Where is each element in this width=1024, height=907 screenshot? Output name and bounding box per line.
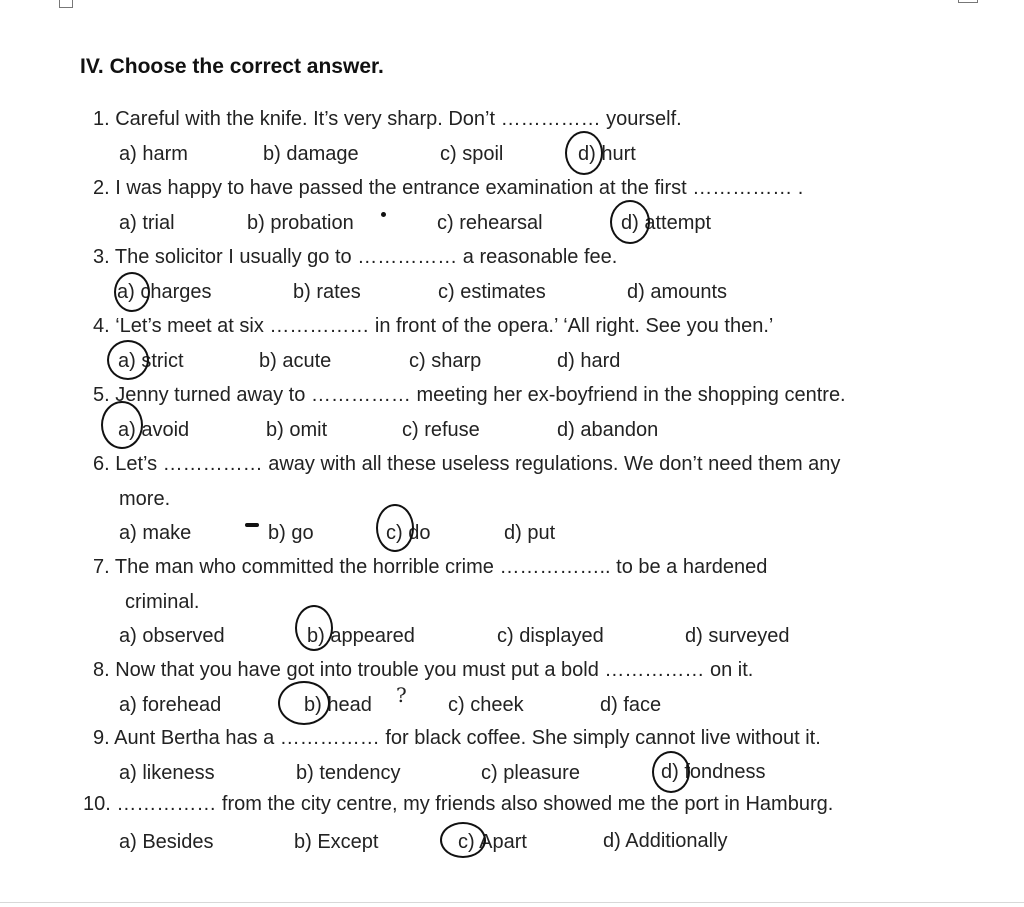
option-10b: b) Except — [294, 831, 379, 853]
question-7-continued: criminal. — [125, 591, 200, 613]
answer-circle-7 — [295, 605, 333, 651]
answer-circle-2 — [610, 200, 650, 244]
answer-circle-6 — [376, 504, 414, 552]
option-9a: a) likeness — [119, 762, 215, 784]
question-10: 10. …………… from the city centre, my friends also showed me the port in Hamburg. — [83, 793, 834, 815]
checkbox-icon — [59, 0, 73, 8]
ink-dot — [381, 212, 386, 217]
scroll-corner-icon — [958, 0, 978, 3]
answer-circle-4 — [107, 340, 149, 380]
answer-circle-1 — [565, 131, 603, 175]
option-9d: d) fondness — [661, 761, 766, 783]
answer-circle-8 — [278, 681, 330, 725]
option-4c: c) sharp — [409, 350, 482, 372]
option-1b: b) damage — [263, 143, 359, 165]
option-3d: d) amounts — [627, 281, 728, 303]
cut-off-previous-line — [0, 0, 1024, 14]
answer-circle-3 — [114, 272, 150, 312]
option-9b: b) tendency — [296, 762, 401, 784]
option-4d: d) hard — [557, 350, 621, 372]
option-10d: d) Additionally — [603, 830, 728, 852]
answer-circle-5 — [101, 401, 143, 449]
option-7a: a) observed — [119, 625, 225, 647]
option-5a: a) avoid — [118, 419, 190, 441]
option-3a: a) charges — [117, 281, 212, 303]
option-8d: d) face — [600, 694, 662, 716]
option-5d: d) abandon — [557, 419, 659, 441]
option-2d: d) attempt — [621, 212, 712, 234]
option-7c: c) displayed — [497, 625, 604, 647]
section-heading: IV. Choose the correct answer. — [80, 55, 384, 78]
ink-dash — [245, 523, 259, 527]
option-8c: c) cheek — [448, 694, 524, 716]
question-6-continued: more. — [119, 488, 171, 510]
question-1: 1. Careful with the knife. It’s very sharp. Don’t …………… yourself. — [93, 108, 682, 130]
option-4b: b) acute — [259, 350, 332, 372]
question-2: 2. I was happy to have passed the entrance examination at the first …………… . — [93, 177, 804, 199]
option-6a: a) make — [119, 522, 192, 544]
option-7b: b) appeared — [307, 625, 415, 647]
option-3b: b) rates — [293, 281, 361, 303]
option-1d: d) hurt — [578, 143, 636, 165]
option-6c: c) do — [386, 522, 431, 544]
option-10a: a) Besides — [119, 831, 214, 853]
option-8a: a) forehead — [119, 694, 222, 716]
option-2b: b) probation — [247, 212, 354, 234]
option-5c: c) refuse — [402, 419, 480, 441]
option-6d: d) put — [504, 522, 556, 544]
option-2c: c) rehearsal — [437, 212, 543, 234]
option-2a: a) trial — [119, 212, 175, 234]
handwritten-question-mark: ? — [396, 683, 407, 707]
question-9: 9. Aunt Bertha has a …………… for black coffee. She simply cannot live without it. — [93, 727, 821, 749]
answer-circle-9 — [652, 751, 690, 793]
question-7: 7. The man who committed the horrible crime …………….. to be a hardened — [93, 556, 768, 578]
option-1c: c) spoil — [440, 143, 504, 165]
question-6: 6. Let’s …………… away with all these useless regulations. We don’t need them any — [93, 453, 841, 475]
option-4a: a) strict — [118, 350, 184, 372]
answer-circle-10 — [440, 822, 486, 858]
question-5: 5. Jenny turned away to …………… meeting her ex-boyfriend in the shopping centre. — [93, 384, 846, 406]
option-6b: b) go — [268, 522, 314, 544]
option-10c: c) Apart — [458, 831, 527, 853]
option-5b: b) omit — [266, 419, 328, 441]
question-8: 8. Now that you have got into trouble you must put a bold …………… on it. — [93, 659, 754, 681]
option-8b: b) head — [304, 694, 372, 716]
question-4: 4. ‘Let’s meet at six …………… in front of the opera.’ ‘All right. See you then.’ — [93, 315, 774, 337]
question-3: 3. The solicitor I usually go to …………… a reasonable fee. — [93, 246, 618, 268]
option-1a: a) harm — [119, 143, 188, 165]
option-9c: c) pleasure — [481, 762, 580, 784]
page-edge — [0, 902, 1024, 903]
option-7d: d) surveyed — [685, 625, 790, 647]
option-3c: c) estimates — [438, 281, 546, 303]
